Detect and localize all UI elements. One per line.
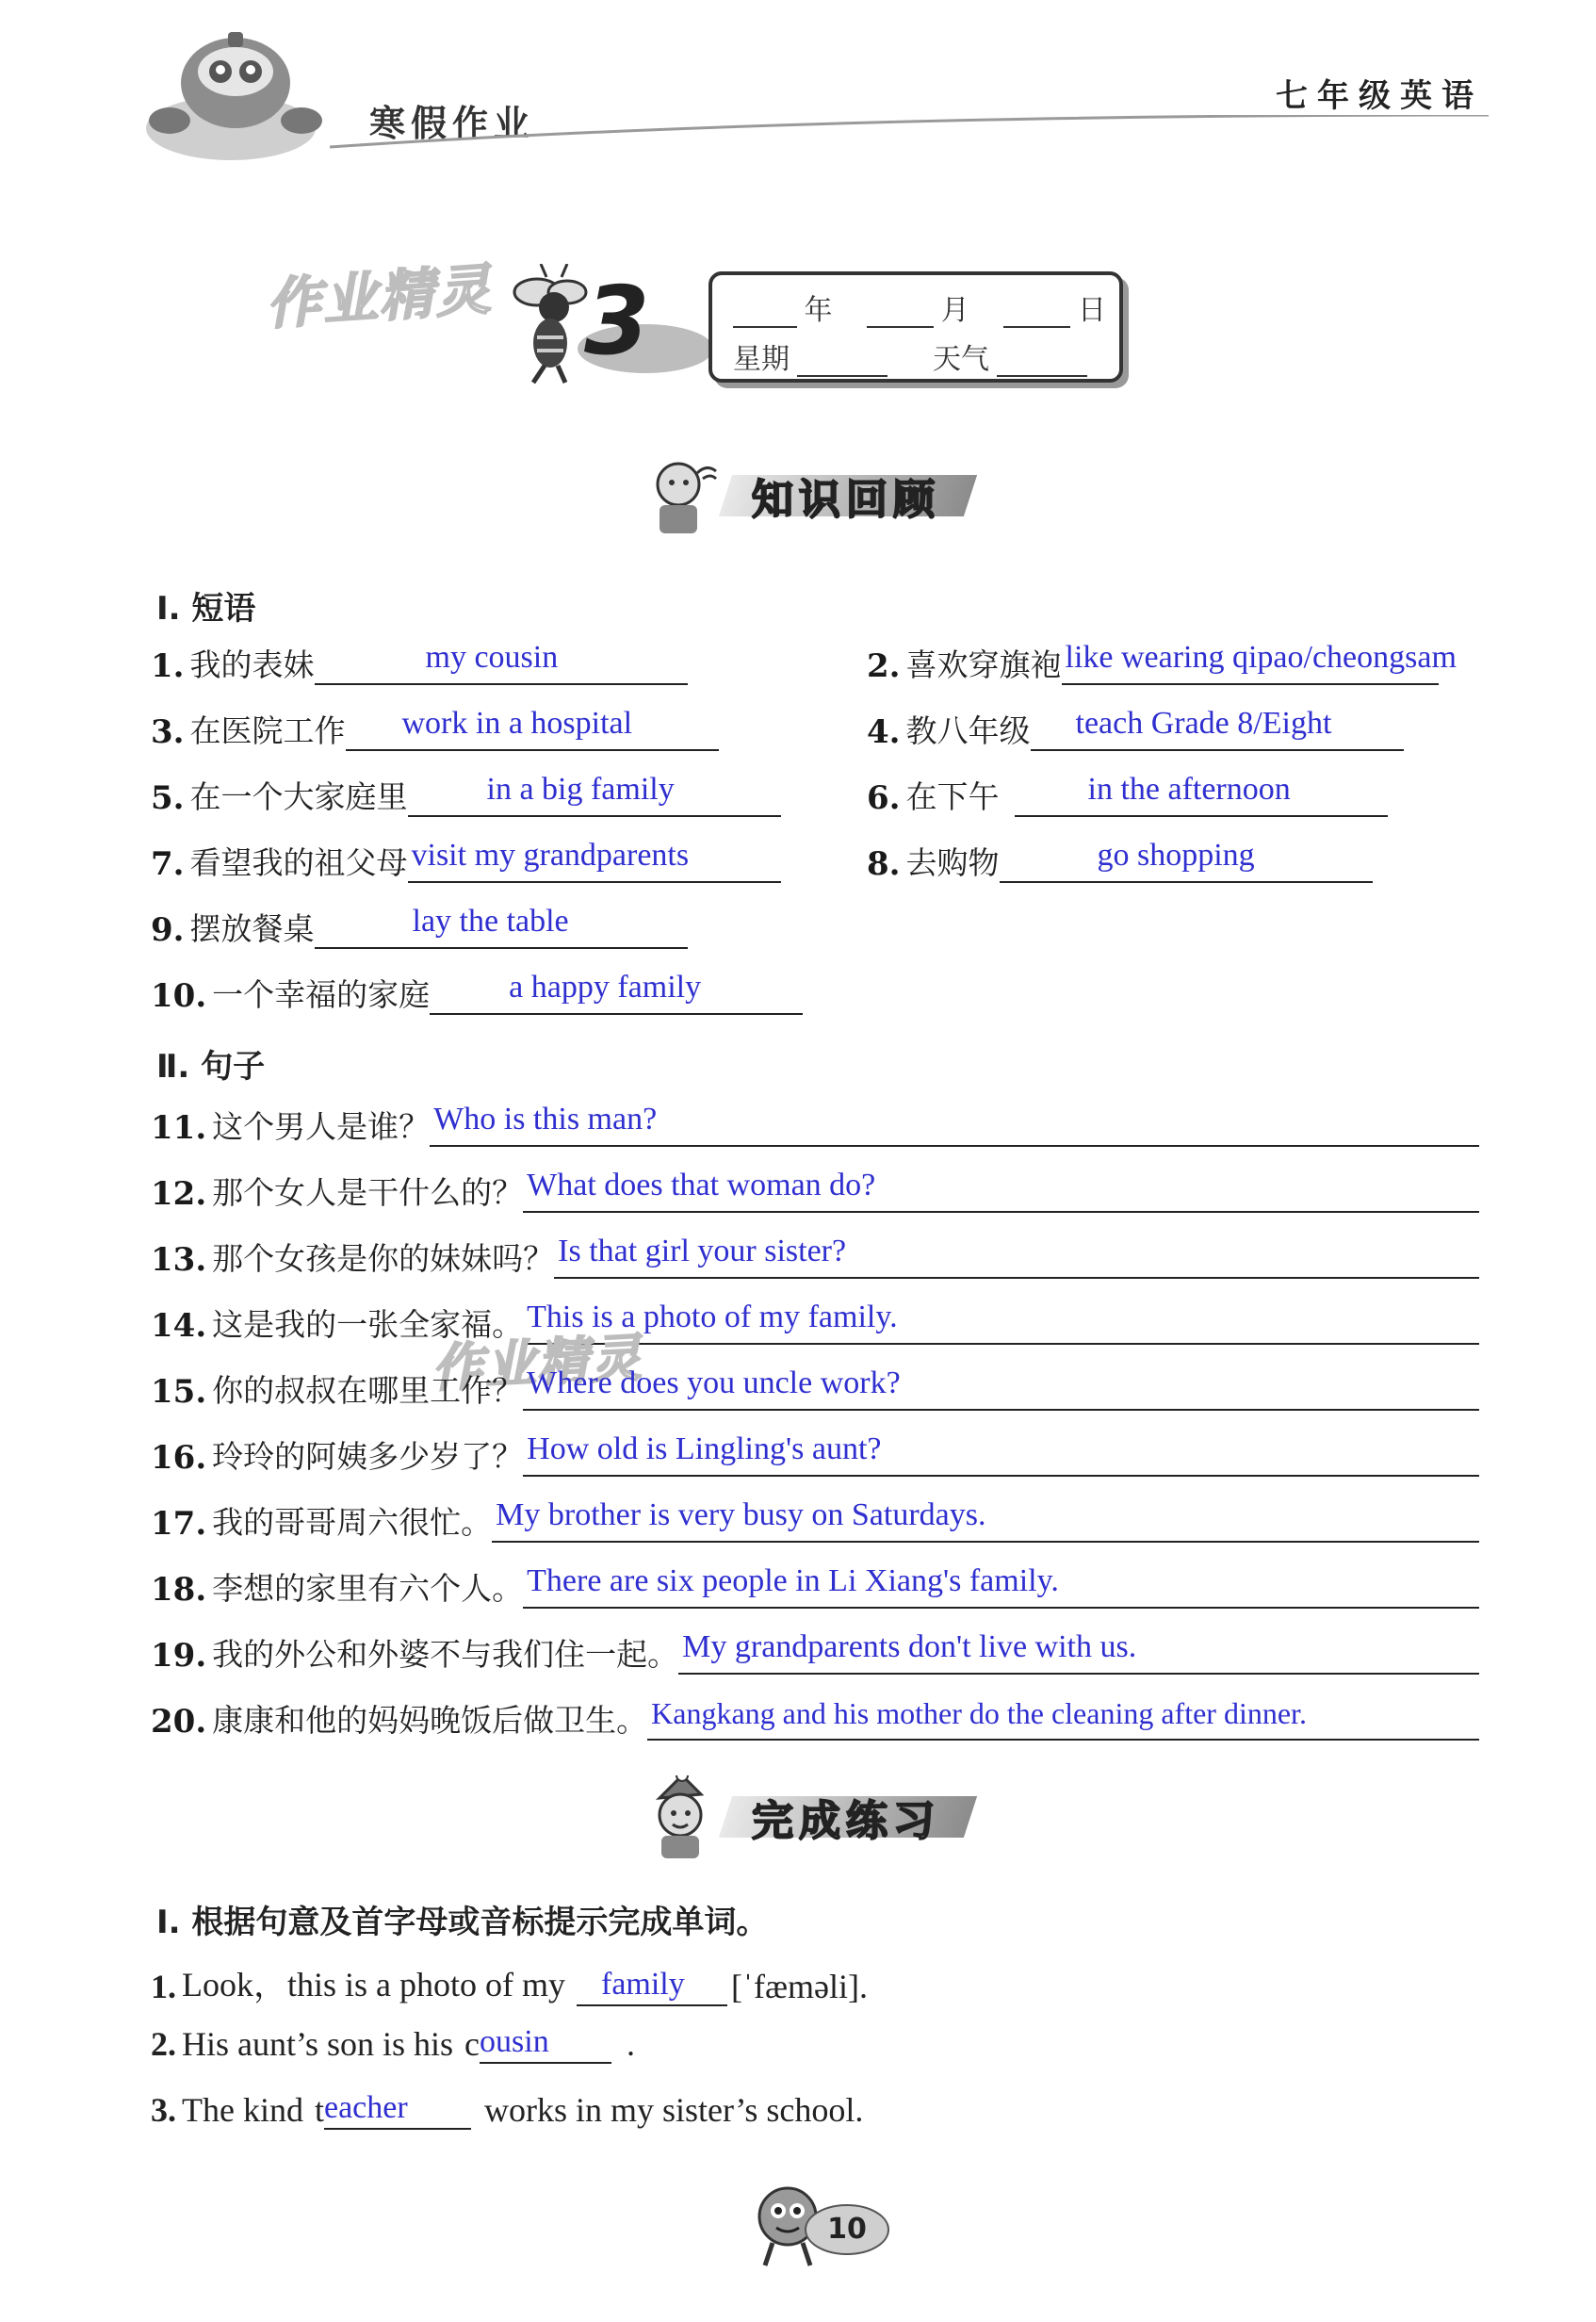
sentence-item-16: 16. 玲玲的阿姨多少岁了？ How old is Lingling's aunt? [151, 1432, 1479, 1477]
sentence-item-13: 13. 那个女孩是你的妹妹吗？ Is that girl your sister? [151, 1235, 1479, 1279]
answer-line[interactable] [480, 2024, 611, 2064]
answer-text: in a big family [486, 772, 675, 807]
answer-text: Where does you uncle work? [527, 1365, 901, 1400]
section-title-practice: 完成练习 [752, 1797, 940, 1845]
answer-text: work in a hospital [401, 706, 633, 741]
sentence-item-20: 20. 康康和他的妈妈晚饭后做卫生。 Kangkang and his mother do the cleaning after dinner. [151, 1696, 1479, 1741]
section-banner-practice [641, 1781, 1018, 1849]
answer-text: There are six people in Li Xiang's family. [527, 1563, 1059, 1598]
fill-question-1: 1. Look，this is a photo of my family [ˈfæməli]. [151, 1966, 868, 2005]
answer-text: Kangkang and his mother do the cleaning after dinner. [651, 1696, 1307, 1730]
sentence-item-11: 11. 这个男人是谁？ Who is this man? [151, 1103, 1479, 1147]
answer-line[interactable] [523, 1168, 1479, 1213]
phrase-item-2: 2. 喜欢穿旗袍 like wearing qipao/cheongsam [867, 640, 1457, 685]
month-label: 月 [940, 294, 969, 327]
header-title: 寒假作业 [369, 103, 536, 144]
answer-text: ousin [480, 2024, 549, 2059]
answer-line[interactable] [554, 1234, 1479, 1279]
header-divider [141, 115, 1489, 153]
sentence-item-19: 19. 我的外公和外婆不与我们住一起。 My grandparents don't live with us. [151, 1630, 1479, 1675]
fill-question-2: 2. His aunt’s son is his c ousin . [151, 2024, 636, 2063]
answer-line[interactable] [1031, 706, 1404, 751]
section-title-review: 知识回顾 [752, 476, 940, 524]
watermark-top: 作业精灵 [264, 256, 495, 337]
day-blank[interactable] [1003, 298, 1070, 328]
section-banner-review [641, 460, 1018, 528]
header-subject: 七年级英语 [1276, 77, 1483, 115]
answer-text: This is a photo of my family. [527, 1300, 898, 1334]
answer-text: family [601, 1967, 685, 2002]
phrase-item-6: 6. 在下午 in the afternoon [867, 773, 1388, 817]
answer-text: Who is this man? [433, 1102, 658, 1136]
day-label: 日 [1078, 294, 1106, 327]
answer-text: eacher [324, 2090, 408, 2125]
practice-part1-heading: Ⅰ. 根据句意及首字母或音标提示完成单词。 [156, 1904, 769, 1941]
answer-text: My grandparents don't live with us. [682, 1629, 1137, 1664]
answer-line[interactable] [523, 1431, 1479, 1477]
phrase-item-8: 8. 去购物 go shopping [867, 839, 1373, 883]
sentence-item-15: 15. 你的叔叔在哪里工作？ Where does you uncle work? [151, 1366, 1479, 1411]
answer-line[interactable] [430, 1102, 1479, 1147]
sentence-item-14: 14. 这是我的一张全家福。 This is a photo of my family. [151, 1300, 1479, 1345]
sentence-item-18: 18. 李想的家里有六个人。 There are six people in Li Xiang's family. [151, 1564, 1479, 1609]
watermark-middle: 作业精灵 [430, 1328, 644, 1398]
weekday-blank[interactable] [797, 347, 888, 377]
answer-text: Is that girl your sister? [558, 1234, 847, 1268]
phrase-item-7: 7. 看望我的祖父母 visit my grandparents [151, 839, 781, 883]
answer-text: My brother is very busy on Saturdays. [496, 1497, 986, 1532]
year-label: 年 [804, 294, 833, 327]
part2-heading: Ⅱ. 句子 [156, 1048, 266, 1086]
reading-kid-icon [641, 456, 735, 543]
date-box [708, 271, 1123, 383]
month-blank[interactable] [867, 298, 934, 328]
sentence-item-17: 17. 我的哥哥周六很忙。 My brother is very busy on Saturdays. [151, 1498, 1479, 1543]
phrase-item-9: 9. 摆放餐桌 lay the table [151, 905, 688, 949]
answer-line[interactable] [324, 2090, 471, 2130]
year-blank[interactable] [733, 298, 797, 328]
page-number: 10 [827, 2213, 867, 2246]
answer-text: lay the table [412, 904, 569, 939]
answer-text: teach Grade 8/Eight [1075, 706, 1332, 741]
lesson-number: 3 [584, 266, 650, 376]
answer-text: a happy family [509, 970, 702, 1005]
answer-line[interactable] [1000, 838, 1373, 883]
answer-text: my cousin [425, 640, 559, 675]
answer-text: go shopping [1097, 838, 1255, 873]
part1-heading: Ⅰ. 短语 [156, 590, 256, 628]
answer-text: like wearing qipao/cheongsam [1065, 640, 1457, 675]
answer-text: How old is Lingling's aunt? [527, 1431, 882, 1466]
phrase-item-3: 3. 在医院工作 work in a hospital [151, 707, 719, 751]
answer-text: What does that woman do? [527, 1168, 876, 1202]
answer-line[interactable] [1015, 772, 1388, 817]
answer-line[interactable] [430, 970, 803, 1015]
weather-label: 天气 [933, 343, 989, 376]
answer-line[interactable] [1062, 640, 1457, 685]
answer-text: in the afternoon [1087, 772, 1291, 807]
phrase-item-1: 1. 我的表妹 my cousin [151, 641, 688, 685]
sentence-item-12: 12. 那个女人是干什么的？ What does that woman do? [151, 1169, 1479, 1213]
fill-question-3: 3. The kind t eacher works in my sister’s school. [151, 2090, 864, 2129]
answer-line[interactable] [678, 1629, 1479, 1675]
phrase-item-10: 10. 一个幸福的家庭 a happy family [151, 971, 803, 1015]
weather-blank[interactable] [997, 347, 1087, 377]
answer-text: visit my grandparents [411, 838, 690, 873]
phrase-item-5: 5. 在一个大家庭里 in a big family [151, 773, 781, 817]
phrase-item-4: 4. 教八年级 teach Grade 8/Eight [867, 707, 1404, 751]
weekday-label: 星期 [733, 343, 790, 376]
elf-kid-icon [641, 1775, 735, 1862]
answer-line[interactable] [577, 1967, 727, 2006]
